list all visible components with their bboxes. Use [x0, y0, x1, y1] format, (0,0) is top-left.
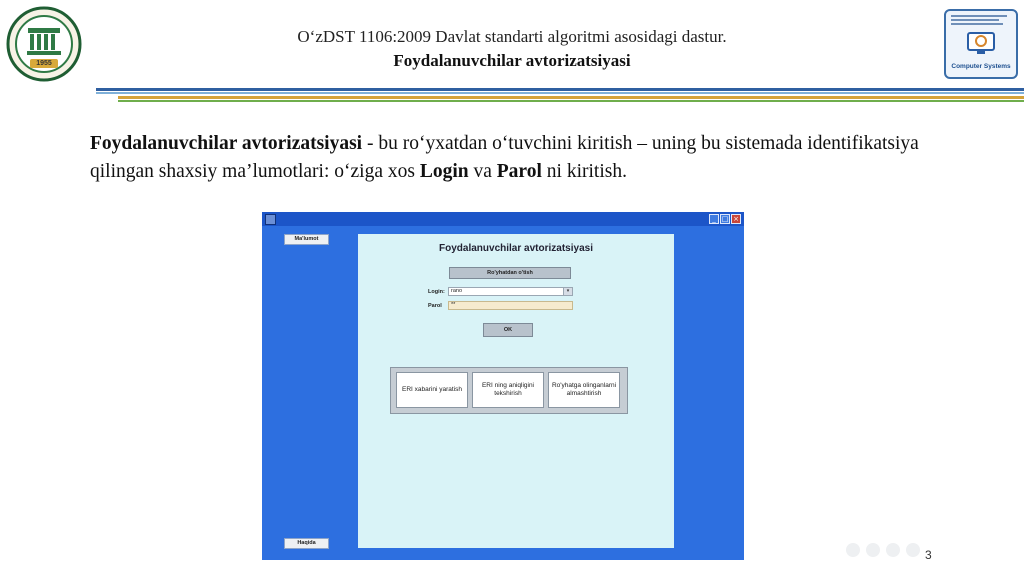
computer-icon: [966, 31, 996, 57]
description-paragraph: [90, 130, 970, 186]
page-number: 3: [925, 548, 932, 562]
paragraph-text: va: [468, 161, 497, 182]
computer-systems-logo: [944, 9, 1018, 79]
slide-nav-ghost: [846, 543, 860, 557]
slide-nav-ghost: [906, 543, 920, 557]
form-title: Foydalanuvchilar avtorizatsiyasi: [439, 243, 593, 254]
header-stripe: [118, 96, 1024, 99]
close-button[interactable]: ×: [731, 214, 741, 224]
slide-nav-ghost: [866, 543, 880, 557]
replace-registered-button[interactable]: Ro'yhatga olinganlarni almashtirish: [548, 372, 620, 408]
parol-term: Parol: [496, 161, 542, 182]
actions-group: [390, 367, 628, 414]
register-button[interactable]: Ro'yhatdan o'tish: [449, 267, 571, 279]
login-value: rano: [451, 288, 463, 294]
university-logo: [6, 6, 82, 82]
about-button[interactable]: Haqida: [284, 538, 329, 549]
login-term: Login: [419, 161, 469, 182]
parol-label: Parol: [428, 303, 442, 309]
header-stripe: [96, 88, 1024, 91]
paragraph-text: ni kiritish.: [541, 161, 627, 182]
logo-text: Computer Systems: [951, 63, 1011, 70]
info-button[interactable]: Ma'lumot: [284, 234, 329, 245]
logo-year: 1955: [36, 60, 52, 67]
slide-nav-ghost: [886, 543, 900, 557]
app-window: [262, 212, 744, 560]
logo-caption-lines: [951, 15, 1011, 25]
university-seal-icon: [6, 6, 82, 82]
password-input[interactable]: **: [448, 301, 573, 310]
create-eri-message-button[interactable]: ERI xabarini yaratish: [396, 372, 468, 408]
verify-eri-button[interactable]: ERI ning aniqligini tekshirish: [472, 372, 544, 408]
chevron-down-icon[interactable]: ▾: [563, 288, 572, 295]
bold-term: Foydalanuvchilar avtorizatsiyasi: [90, 133, 363, 154]
ok-button[interactable]: OK: [483, 323, 533, 337]
app-icon: [265, 214, 276, 225]
paragraph-text: - bu ro‘yxatdan o‘tuvchini kiritish – uning bu sistemada identifikatsiya qilingan shaxsiy ma’lumotlari: o‘ziga xos: [90, 133, 919, 182]
header-subtitle: O‘zDST 1106:2009 Davlat standarti algoritmi asosidagi dastur.: [297, 27, 727, 46]
header-title: Foydalanuvchilar avtorizatsiyasi: [393, 51, 631, 70]
window-titlebar: [262, 212, 744, 226]
minimize-button[interactable]: _: [709, 214, 719, 224]
maximize-button[interactable]: □: [721, 215, 729, 223]
login-select[interactable]: [448, 287, 573, 296]
auth-panel: [358, 234, 674, 548]
login-label: Login:: [428, 289, 445, 295]
header-stripe: [118, 100, 1024, 102]
header-stripe: [96, 92, 1024, 94]
